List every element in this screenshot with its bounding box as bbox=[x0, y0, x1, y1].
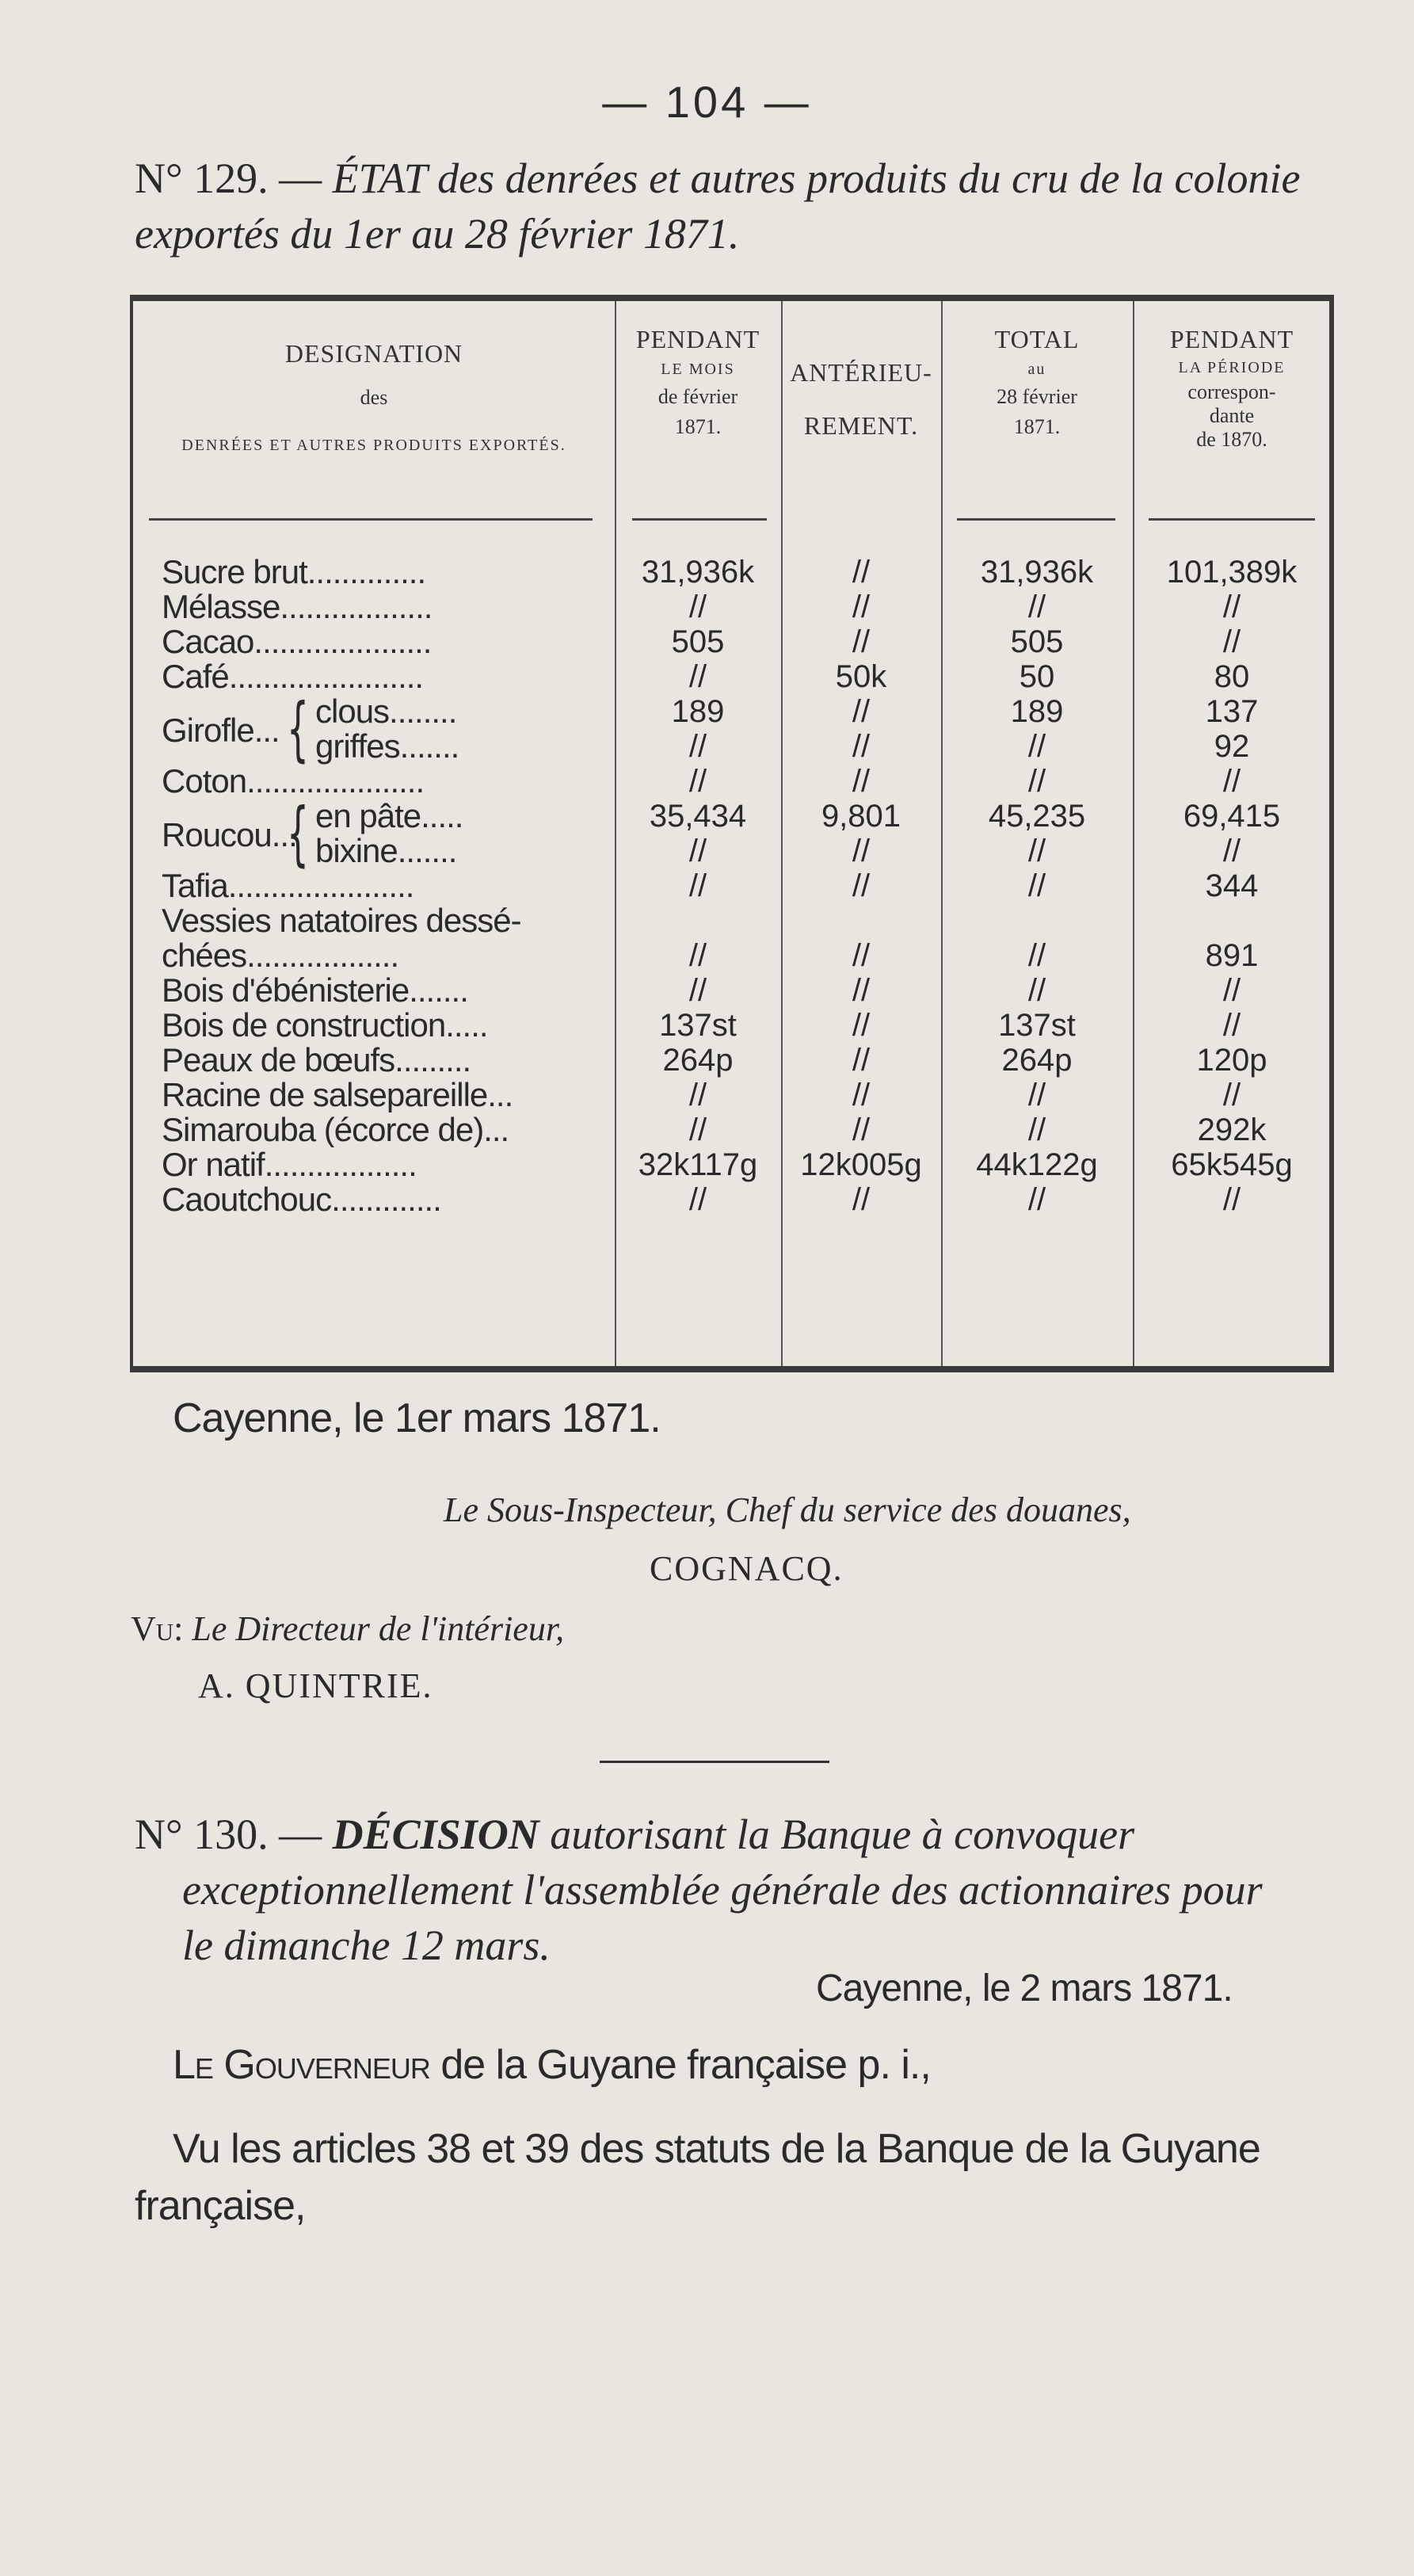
row-label: Coton..................... bbox=[162, 764, 425, 799]
table-row bbox=[133, 868, 1329, 903]
cell-pendant: // bbox=[688, 834, 707, 868]
section-divider bbox=[600, 1761, 829, 1763]
cell-pendant: // bbox=[688, 590, 707, 624]
cell-pendant: // bbox=[688, 1182, 707, 1217]
cell-periode: 69,415 bbox=[1183, 799, 1281, 834]
cell-pendant: // bbox=[688, 938, 707, 973]
row-label: Caoutchouc............. bbox=[162, 1182, 441, 1217]
cell-pendant: // bbox=[688, 973, 707, 1008]
cell-anterieur: 9,801 bbox=[821, 799, 901, 834]
cell-total: 45,235 bbox=[988, 799, 1086, 834]
brace-icon: { bbox=[287, 688, 309, 769]
cell-anterieur: 50k bbox=[835, 659, 887, 694]
cell-anterieur: // bbox=[852, 555, 871, 590]
cell-total: // bbox=[1027, 973, 1046, 1008]
inspector-title: Le Sous-Inspecteur, Chef du service des douanes, bbox=[444, 1490, 1131, 1529]
cell-periode: // bbox=[1222, 624, 1241, 659]
cell-total: // bbox=[1027, 834, 1046, 868]
row-label: Café....................... bbox=[162, 659, 424, 694]
cell-total: // bbox=[1027, 938, 1046, 973]
cell-pendant: 35,434 bbox=[649, 799, 747, 834]
cell-total: // bbox=[1027, 1182, 1046, 1217]
cell-total: // bbox=[1027, 729, 1046, 764]
inspector-name: COGNACQ. bbox=[650, 1549, 844, 1588]
governor-cap: Le Gouverneur bbox=[173, 2042, 430, 2088]
sub-label: bixine....... bbox=[315, 832, 457, 869]
place-date-129: Cayenne, le 1er mars 1871. bbox=[173, 1395, 661, 1441]
cell-anterieur: // bbox=[852, 1008, 871, 1043]
cell-periode: // bbox=[1222, 1008, 1241, 1043]
exports-table bbox=[130, 295, 1334, 1372]
cell-periode: // bbox=[1222, 1182, 1241, 1217]
section-129-title-cap: ÉTAT bbox=[332, 155, 427, 202]
cell-periode: // bbox=[1222, 834, 1241, 868]
section-130-number: N° 130. — bbox=[135, 1811, 322, 1858]
sub-label: en pâte..... bbox=[315, 797, 463, 834]
page-number: — 104 — bbox=[602, 77, 812, 127]
cell-total: 189 bbox=[1010, 694, 1064, 729]
table-row bbox=[133, 1112, 1329, 1147]
table-row bbox=[133, 903, 1329, 938]
section-129-title-rest: des denrées et autres produits du cru de la colonie exportés du 1er au 28 février 1871. bbox=[135, 155, 1301, 258]
table-row-group bbox=[133, 792, 1329, 874]
section-129-number: N° 129. — bbox=[135, 155, 322, 202]
cell-periode: 891 bbox=[1205, 938, 1259, 973]
cell-total: 505 bbox=[1010, 624, 1064, 659]
cell-anterieur: // bbox=[852, 1078, 871, 1112]
cell-pendant: // bbox=[688, 764, 707, 799]
sub-label: clous........ bbox=[315, 693, 457, 730]
header-total: TOTAL au 28 février 1871. bbox=[994, 325, 1080, 438]
table-row bbox=[133, 938, 1329, 973]
table-row bbox=[133, 555, 1329, 590]
cell-anterieur: // bbox=[852, 1043, 871, 1078]
header-periode: PENDANT LA PÉRIODE correspon- dante de 1870. bbox=[1169, 325, 1294, 451]
cell-periode: 80 bbox=[1214, 659, 1250, 694]
vu-line bbox=[131, 1609, 564, 1649]
group-label: Girofle... bbox=[162, 712, 280, 749]
table-row bbox=[133, 659, 1329, 694]
cell-anterieur: // bbox=[852, 694, 871, 729]
table-row bbox=[133, 764, 1329, 799]
row-label: Tafia...................... bbox=[162, 868, 414, 903]
cell-periode: // bbox=[1222, 973, 1241, 1008]
header-rule bbox=[1149, 518, 1315, 521]
section-129-heading bbox=[135, 151, 1307, 261]
cell-pendant: // bbox=[688, 1078, 707, 1112]
cell-anterieur: // bbox=[852, 834, 871, 868]
header-rule bbox=[149, 518, 593, 521]
cell-anterieur: // bbox=[852, 624, 871, 659]
cell-total: // bbox=[1027, 868, 1046, 903]
table-row bbox=[133, 1008, 1329, 1043]
cell-pendant: // bbox=[688, 1112, 707, 1147]
governor-line bbox=[173, 2036, 1345, 2093]
cell-pendant: 189 bbox=[671, 694, 725, 729]
cell-total: 50 bbox=[1019, 659, 1055, 694]
cell-pendant: 505 bbox=[671, 624, 725, 659]
cell-anterieur: // bbox=[852, 590, 871, 624]
row-label: Cacao..................... bbox=[162, 624, 432, 659]
vu-paragraph: Vu les articles 38 et 39 des statuts de la Banque de la Guyane française, bbox=[135, 2126, 1260, 2229]
row-label: Bois d'ébénisterie....... bbox=[162, 973, 468, 1008]
cell-periode: 292k bbox=[1197, 1112, 1267, 1147]
cell-pendant: // bbox=[688, 868, 707, 903]
header-anterieurement: ANTÉRIEU- REMENT. bbox=[790, 358, 932, 440]
place-date-130: Cayenne, le 2 mars 1871. bbox=[816, 1967, 1233, 2009]
cell-anterieur: // bbox=[852, 973, 871, 1008]
row-label: Peaux de bœufs......... bbox=[162, 1043, 471, 1078]
vu-label: Vu: bbox=[131, 1609, 184, 1648]
cell-periode: 92 bbox=[1214, 729, 1250, 764]
row-label: Vessies natatoires dessé- bbox=[162, 903, 521, 938]
row-label: chées.................. bbox=[162, 938, 399, 973]
cell-pendant: 32k117g bbox=[638, 1147, 758, 1182]
row-label: Mélasse.................. bbox=[162, 590, 433, 624]
cell-pendant: // bbox=[688, 659, 707, 694]
director-name: A. QUINTRIE. bbox=[198, 1666, 433, 1705]
group-label: Roucou... bbox=[162, 816, 297, 853]
table-row bbox=[133, 1147, 1329, 1182]
header-rule bbox=[957, 518, 1115, 521]
cell-anterieur: 12k005g bbox=[800, 1147, 922, 1182]
header-designation: DESIGNATION des DENRÉES ET AUTRES PRODUITS EXPORTÉS. bbox=[181, 339, 566, 454]
cell-total: 137st bbox=[998, 1008, 1076, 1043]
row-label: Sucre brut.............. bbox=[162, 555, 426, 590]
governor-rest: de la Guyane française p. i., bbox=[440, 2042, 931, 2088]
cell-periode: 137 bbox=[1205, 694, 1259, 729]
cell-pendant: 31,936k bbox=[641, 555, 755, 590]
cell-periode: 65k545g bbox=[1171, 1147, 1293, 1182]
cell-anterieur: // bbox=[852, 1182, 871, 1217]
cell-pendant: // bbox=[688, 729, 707, 764]
cell-total: // bbox=[1027, 1112, 1046, 1147]
table-row bbox=[133, 1043, 1329, 1078]
brace-icon: { bbox=[287, 792, 309, 874]
cell-periode: 120p bbox=[1196, 1043, 1267, 1078]
table-row bbox=[133, 1182, 1329, 1217]
row-label: Bois de construction..... bbox=[162, 1008, 488, 1043]
cell-total: // bbox=[1027, 1078, 1046, 1112]
cell-periode: // bbox=[1222, 764, 1241, 799]
cell-total: 31,936k bbox=[980, 555, 1094, 590]
cell-total: 44k122g bbox=[976, 1147, 1098, 1182]
row-label: Or natif.................. bbox=[162, 1147, 417, 1182]
cell-total: 264p bbox=[1001, 1043, 1073, 1078]
cell-total: // bbox=[1027, 764, 1046, 799]
section-130-title-rest: autorisant la Banque à convoquer bbox=[550, 1811, 1135, 1858]
vu-text: Le Directeur de l'intérieur, bbox=[192, 1609, 565, 1648]
cell-total: // bbox=[1027, 590, 1046, 624]
table-row bbox=[133, 973, 1329, 1008]
cell-anterieur: // bbox=[852, 729, 871, 764]
section-130-line3: le dimanche 12 mars. bbox=[182, 1922, 551, 1969]
cell-periode: // bbox=[1222, 1078, 1241, 1112]
section-130-line2: exceptionnellement l'assemblée générale des actionnaires pour bbox=[182, 1866, 1263, 1914]
header-rule bbox=[632, 518, 767, 521]
cell-anterieur: // bbox=[852, 1112, 871, 1147]
cell-anterieur: // bbox=[852, 764, 871, 799]
cell-anterieur: // bbox=[852, 868, 871, 903]
section-130-heading bbox=[135, 1807, 1307, 1973]
table-row bbox=[133, 624, 1329, 659]
cell-pendant: 137st bbox=[659, 1008, 737, 1043]
table-row bbox=[133, 590, 1329, 624]
cell-periode: 101,389k bbox=[1166, 555, 1298, 590]
row-label: Simarouba (écorce de)... bbox=[162, 1112, 509, 1147]
header-pendant: PENDANT LE MOIS de février 1871. bbox=[635, 325, 760, 438]
cell-pendant: 264p bbox=[662, 1043, 734, 1078]
table-row bbox=[133, 1078, 1329, 1112]
table-row-group bbox=[133, 688, 1329, 769]
section-130-title-cap: DÉCISION bbox=[332, 1811, 539, 1858]
cell-periode: // bbox=[1222, 590, 1241, 624]
sub-label: griffes....... bbox=[315, 727, 459, 765]
cell-anterieur: // bbox=[852, 938, 871, 973]
cell-periode: 344 bbox=[1205, 868, 1259, 903]
row-label: Racine de salsepareille... bbox=[162, 1078, 513, 1112]
